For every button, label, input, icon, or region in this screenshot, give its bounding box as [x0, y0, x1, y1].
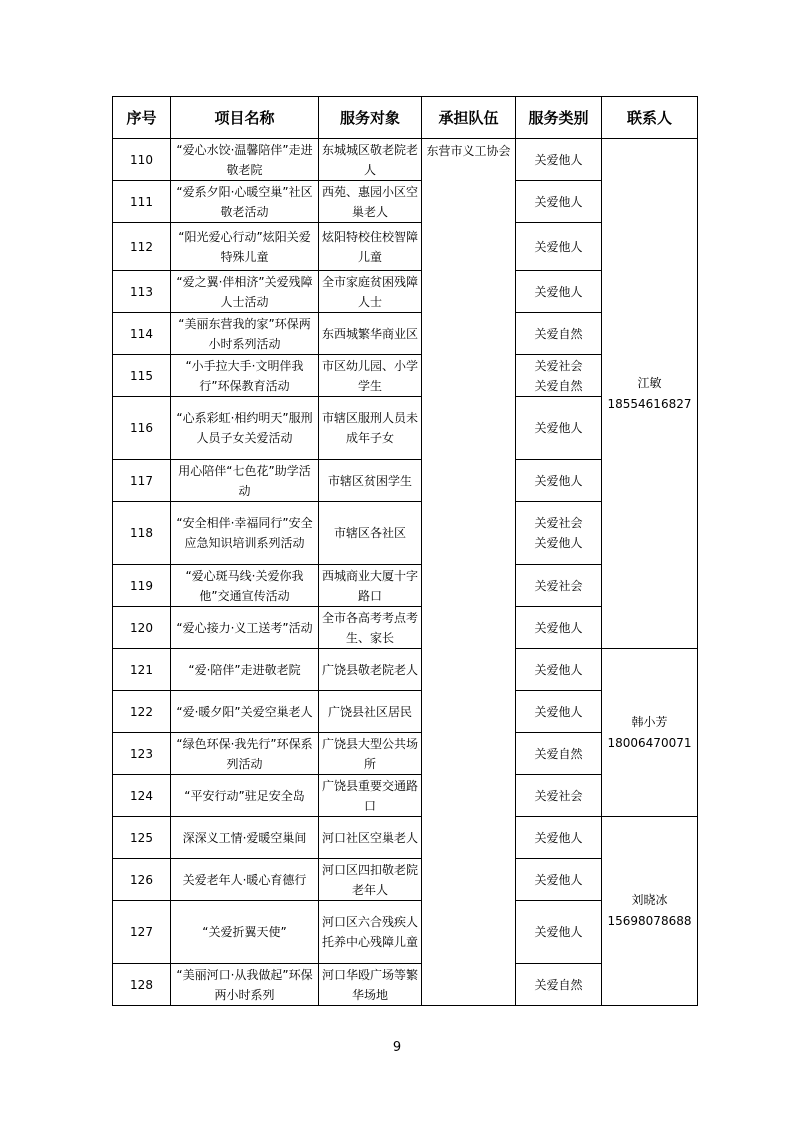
project-name: 用心陪伴“七色花”助学活动 — [171, 460, 319, 502]
service-category: 关爱他人 — [516, 817, 602, 859]
service-target: 市区幼儿园、小学学生 — [319, 355, 422, 397]
service-target: 市辖区贫困学生 — [319, 460, 422, 502]
service-category: 关爱社会 — [516, 775, 602, 817]
service-category: 关爱他人 — [516, 223, 602, 271]
project-name: “爱心水饺·温馨陪伴”走进敬老院 — [171, 139, 319, 181]
service-target: 广饶县敬老院老人 — [319, 649, 422, 691]
project-name: “爱系夕阳·心暖空巢”社区敬老活动 — [171, 181, 319, 223]
contact-cell — [602, 139, 698, 649]
row-number: 110 — [113, 139, 171, 181]
contact-phone: 18006470071 — [607, 735, 692, 750]
service-category: 关爱他人 — [516, 460, 602, 502]
contact-phone: 18554616827 — [607, 396, 692, 411]
service-target: 广饶县社区居民 — [319, 691, 422, 733]
project-name: “安全相伴·幸福同行”安全应急知识培训系列活动 — [171, 502, 319, 565]
service-target: 河口华殴广场等繁华场地 — [319, 964, 422, 1006]
service-target: 西苑、惠园小区空巢老人 — [319, 181, 422, 223]
service-category: 关爱他人 — [516, 271, 602, 313]
row-number: 111 — [113, 181, 171, 223]
row-number: 124 — [113, 775, 171, 817]
row-number: 120 — [113, 607, 171, 649]
service-target: 炫阳特校住校智障儿童 — [319, 223, 422, 271]
project-name: “小手拉大手·文明伴我行”环保教育活动 — [171, 355, 319, 397]
project-name: “平安行动”驻足安全岛 — [171, 775, 319, 817]
service-category: 关爱他人 — [516, 901, 602, 964]
project-name: “绿色环保·我先行”环保系列活动 — [171, 733, 319, 775]
contact-phone: 15698078688 — [607, 914, 692, 928]
header-team: 承担队伍 — [422, 97, 516, 139]
project-name: “爱心斑马线·关爱你我他”交通宣传活动 — [171, 565, 319, 607]
service-category: 关爱他人 — [516, 181, 602, 223]
row-number: 117 — [113, 460, 171, 502]
project-name: “阳光爱心行动”炫阳关爱特殊儿童 — [171, 223, 319, 271]
service-category: 关爱他人 — [516, 397, 602, 460]
service-target: 河口社区空巢老人 — [319, 817, 422, 859]
contact-name: 刘晓冰 — [631, 893, 668, 907]
service-target: 东城城区敬老院老人 — [319, 139, 422, 181]
row-number: 122 — [113, 691, 171, 733]
service-target: 广饶县大型公共场所 — [319, 733, 422, 775]
project-name: “爱心接力·义工送考”活动 — [171, 607, 319, 649]
service-target: 全市各高考考点考生、家长 — [319, 607, 422, 649]
header-service-target: 服务对象 — [319, 97, 422, 139]
row-number: 127 — [113, 901, 171, 964]
service-target: 河口区四扣敬老院老年人 — [319, 859, 422, 901]
team-cell: 东营市义工协会 — [422, 139, 516, 1006]
project-name: “心系彩虹·相约明天”服刑人员子女关爱活动 — [171, 397, 319, 460]
row-number: 126 — [113, 859, 171, 901]
row-number: 118 — [113, 502, 171, 565]
row-number: 113 — [113, 271, 171, 313]
table-row — [113, 817, 698, 859]
service-target: 东西城繁华商业区 — [319, 313, 422, 355]
service-category: 关爱他人 — [516, 607, 602, 649]
service-target: 全市家庭贫困残障人士 — [319, 271, 422, 313]
page-number: 9 — [392, 1040, 402, 1055]
service-category: 关爱自然 — [516, 964, 602, 1006]
service-category: 关爱自然 — [516, 733, 602, 775]
contact-name: 江敏 — [637, 375, 662, 390]
service-target: 广饶县重要交通路口 — [319, 775, 422, 817]
header-project-name: 项目名称 — [171, 97, 319, 139]
row-number: 121 — [113, 649, 171, 691]
row-number: 116 — [113, 397, 171, 460]
project-name: “爱·陪伴”走进敬老院 — [171, 649, 319, 691]
row-number: 114 — [113, 313, 171, 355]
service-category: 关爱社会 — [516, 565, 602, 607]
project-name: 关爱老年人·暖心育德行 — [171, 859, 319, 901]
project-name: “爱之翼·伴相济”关爱残障人士活动 — [171, 271, 319, 313]
header-service-category: 服务类别 — [516, 97, 602, 139]
row-number: 128 — [113, 964, 171, 1006]
project-name: “美丽东营我的家”环保两小时系列活动 — [171, 313, 319, 355]
service-project-table — [112, 96, 698, 1006]
row-number: 112 — [113, 223, 171, 271]
service-category: 关爱他人 — [516, 649, 602, 691]
row-number: 125 — [113, 817, 171, 859]
row-number: 119 — [113, 565, 171, 607]
service-category: 关爱自然 — [516, 313, 602, 355]
service-category: 关爱他人 — [516, 859, 602, 901]
service-target: 西城商业大厦十字路口 — [319, 565, 422, 607]
contact-cell — [602, 817, 698, 1006]
contact-name: 韩小芳 — [631, 714, 668, 729]
contact-cell — [602, 649, 698, 817]
service-category: 关爱他人 — [516, 139, 602, 181]
project-name: 深深义工情·爱暖空巢间 — [171, 817, 319, 859]
row-number: 115 — [113, 355, 171, 397]
project-name: “爱·暖夕阳”关爱空巢老人 — [171, 691, 319, 733]
table-header-row — [113, 97, 698, 139]
service-target: 市辖区服刑人员未成年子女 — [319, 397, 422, 460]
service-target: 市辖区各社区 — [319, 502, 422, 565]
table-row — [113, 649, 698, 691]
project-name: “关爱折翼天使” — [171, 901, 319, 964]
row-number: 123 — [113, 733, 171, 775]
table-row — [113, 139, 698, 181]
service-category: 关爱社会 关爱自然 — [516, 355, 602, 397]
project-name: “美丽河口·从我做起”环保两小时系列 — [171, 964, 319, 1006]
header-number: 序号 — [113, 97, 171, 139]
service-category: 关爱他人 — [516, 691, 602, 733]
service-category: 关爱社会 关爱他人 — [516, 502, 602, 565]
header-contact: 联系人 — [602, 97, 698, 139]
service-target: 河口区六合残疾人托养中心残障儿童 — [319, 901, 422, 964]
